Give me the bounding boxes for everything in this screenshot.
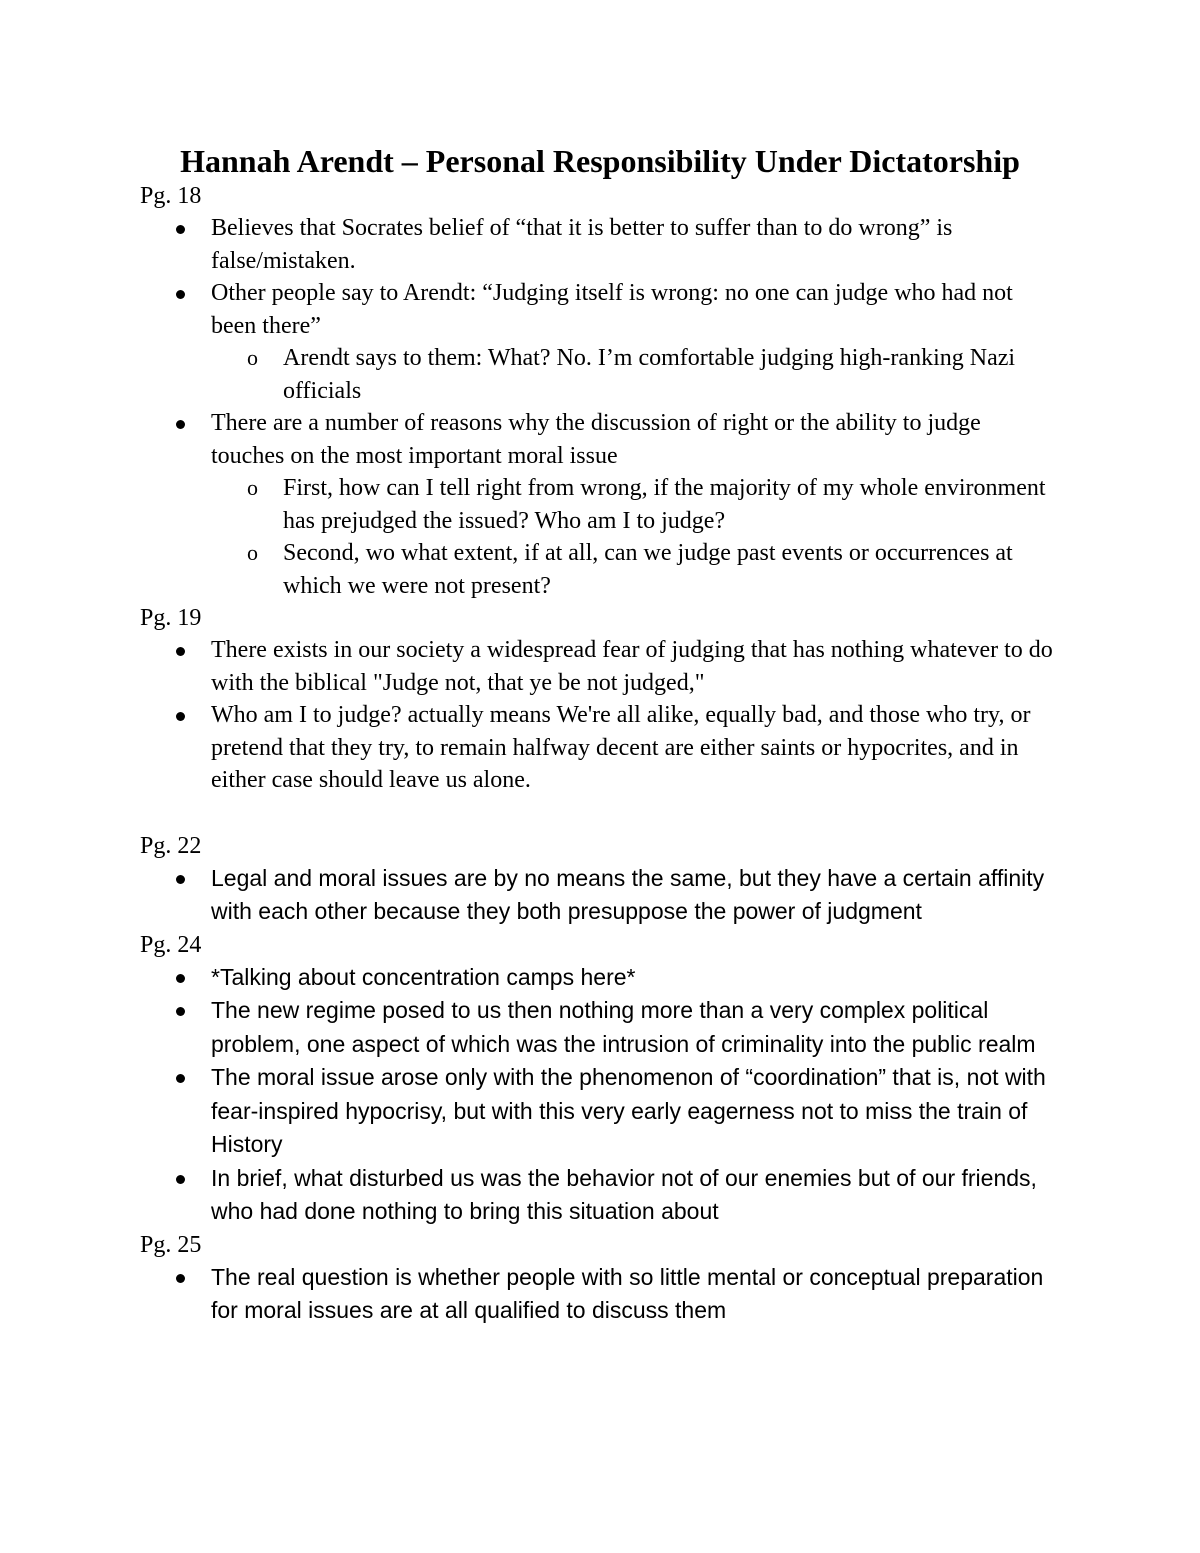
section-pg-25	[140, 1229, 1060, 1328]
bullet-icon	[176, 712, 185, 721]
bullet-icon	[176, 875, 185, 884]
page-label: Pg. 22	[140, 832, 202, 859]
bullet-icon	[176, 1274, 185, 1283]
list-item	[140, 994, 1060, 1061]
list-item	[140, 1261, 1060, 1328]
bullet-icon	[176, 225, 185, 234]
bullet-icon	[176, 1007, 185, 1016]
item-text: The moral issue arose only with the phenomenon of “coordination” that is, not with fear-inspired hypocrisy, but with this very early eagerness not to miss the train of History	[211, 1064, 1046, 1157]
bullet-icon	[176, 1175, 185, 1184]
list-item	[140, 277, 1060, 407]
bullet-list	[140, 212, 1060, 602]
item-text: Who am I to judge? actually means We're all alike, equally bad, and those who try, or pretend that they try, to remain halfway decent are either saints or hypocrites, and in either case should leave us alone.	[211, 702, 1031, 793]
hollow-bullet-icon: o	[247, 475, 258, 500]
bullet-icon	[176, 974, 185, 983]
sub-item-text: Second, wo what extent, if at all, can we judge past events or occurrences at which we were not present?	[283, 540, 1013, 599]
hollow-bullet-icon: o	[247, 540, 258, 565]
bullet-list	[140, 634, 1060, 797]
sub-list-item	[140, 472, 1060, 537]
bullet-icon	[176, 1074, 185, 1083]
document-body	[140, 180, 1060, 1328]
sub-list-item	[140, 342, 1060, 407]
bullet-list	[140, 862, 1060, 929]
item-text: There exists in our society a widespread fear of judging that has nothing whatever to do with the biblical "Judge not, that ye be not judged,"	[211, 637, 1053, 696]
page-label: Pg. 18	[140, 183, 202, 209]
bullet-icon	[176, 647, 185, 656]
document-title: Hannah Arendt – Personal Responsibility Under Dictatorship	[180, 143, 1020, 179]
section-pg-19	[140, 602, 1060, 797]
list-item	[140, 961, 1060, 995]
sub-item-text: First, how can I tell right from wrong, if the majority of my whole environment has prejudged the issued? Who am I to judge?	[283, 475, 1046, 534]
page-label: Pg. 24	[140, 931, 202, 958]
list-item	[140, 212, 1060, 277]
list-item	[140, 1162, 1060, 1229]
section-pg-18	[140, 180, 1060, 602]
item-text: The new regime posed to us then nothing more than a very complex political problem, one aspect of which was the intrusion of criminality into the public realm	[211, 997, 1036, 1057]
bullet-icon	[176, 420, 185, 429]
page-label: Pg. 19	[140, 605, 202, 631]
list-item	[140, 407, 1060, 602]
item-text: In brief, what disturbed us was the behavior not of our enemies but of our friends, who had done nothing to bring this situation about	[211, 1164, 1037, 1224]
hollow-bullet-icon: o	[247, 345, 258, 370]
list-item	[140, 862, 1060, 929]
sub-list	[211, 472, 1060, 602]
sub-list	[211, 342, 1060, 407]
section-pg-24	[140, 929, 1060, 1229]
item-text: There are a number of reasons why the discussion of right or the ability to judge touches on the most important moral issue	[211, 410, 981, 469]
item-text: Other people say to Arendt: “Judging itself is wrong: no one can judge who had not been there”	[211, 280, 1013, 339]
item-text: The real question is whether people with so little mental or conceptual preparation for moral issues are at all qualified to discuss them	[211, 1263, 1044, 1323]
sub-list-item	[140, 537, 1060, 602]
bullet-list	[140, 961, 1060, 1229]
item-text: *Talking about concentration camps here*	[211, 963, 636, 990]
bullet-list	[140, 1261, 1060, 1328]
item-text: Legal and moral issues are by no means the same, but they have a certain affinity with each other because they both presuppose the power of judgment	[211, 864, 1045, 924]
sub-item-text: Arendt says to them: What? No. I’m comfortable judging high-ranking Nazi officials	[283, 345, 1016, 404]
page-label: Pg. 25	[140, 1231, 202, 1258]
list-item	[140, 634, 1060, 699]
section-pg-22	[140, 830, 1060, 929]
list-item	[140, 699, 1060, 797]
item-text: Believes that Socrates belief of “that it is better to suffer than to do wrong” is false/mistaken.	[211, 215, 953, 274]
list-item	[140, 1061, 1060, 1162]
bullet-icon	[176, 290, 185, 299]
